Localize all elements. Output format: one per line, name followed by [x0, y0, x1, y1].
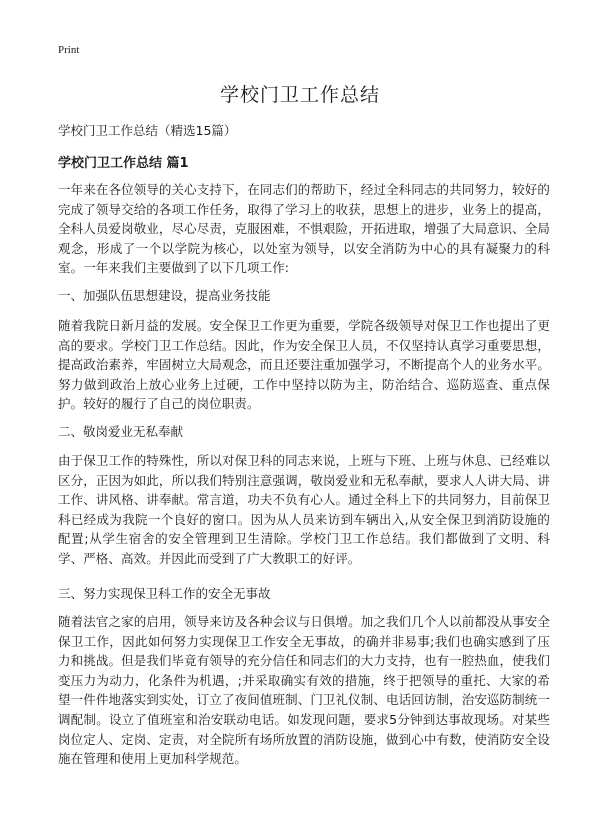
- print-link[interactable]: Print: [58, 44, 80, 56]
- section-1-paragraph: 随着我院日新月益的发展。安全保卫工作更为重要，学院各级领导对保卫工作也提出了更高的要求。学校门卫工作总结。因此，作为安全保卫人员，不仅坚持认真学习重要思想，提高政治素养，牢固树立大局观念，而且还要注重加强学习，不断提高个人的业务水平。努力做到政治上放心业务上过硬，工作中坚持以防为主，防治结合、巡防巡查、重点保护。较好的履行了自己的岗位职责。: [58, 318, 550, 412]
- section-3-paragraph: 随着法官之家的启用，领导来访及各种会议与日俱增。加之我们几个人以前都没从事安全保卫工作，因此如何努力实现保卫工作安全无事故，的确并非易事;我们也确实感到了压力和挑战。但是我们毕竟有领导的充分信任和同志们的大力支持，也有一腔热血，使我们变压力为动力，化条件为机遇，;并采取确实有效的措施，终于把领导的重托、大家的希望一件件地落实到实处，订立了夜间值班制、门卫礼仪制、电话回访制，治安巡防制统一调配制。设立了值班室和治安联动电话。如发现问题，要求5分钟到达事故现场。对某些岗位定人、定岗、定责，对全院所有场所放置的消防设施，做到心中有数，使消防安全设施在管理和使用上更加科学规范。: [58, 614, 550, 767]
- document-subtitle: 学校门卫工作总结（精选15篇）: [58, 123, 237, 138]
- section-heading-1: 一、加强队伍思想建设，提高业务技能: [58, 288, 271, 303]
- section-heading-2: 二、敬岗爱业无私奉献: [58, 424, 184, 439]
- article-heading: 学校门卫工作总结 篇1: [58, 156, 189, 171]
- document-title: 学校门卫工作总结: [219, 84, 380, 106]
- section-heading-3: 三、努力实现保卫科工作的安全无事故: [58, 586, 271, 601]
- intro-paragraph: 一年来在各位领导的关心支持下，在同志们的帮助下，经过全科同志的共同努力，较好的完成了领导交给的各项工作任务，取得了学习上的收获，思想上的进步，业务上的提高，全科人员爱岗敬业，尽心尽责，克服困难，不惧艰险，开拓进取，增强了大局意识、全局观念，形成了一个以学院为核心，以处室为领导，以安全消防为中心的具有凝聚力的科室。一年来我们主要做到了以下几项工作:: [58, 182, 550, 276]
- section-2-paragraph: 由于保卫工作的特殊性，所以对保卫科的同志来说，上班与下班、上班与休息、已经难以区分，正因为如此，所以我们特别注意强调，敬岗爱业和无私奉献，要求人人讲大局、讲工作、讲风格、讲奉献。常言道，功夫不负有心人。通过全科上下的共同努力，目前保卫科已经成为我院一个良好的窗口。因为从人员来访到车辆出入,从安全保卫到消防设施的配置;从学生宿舍的安全管理到卫生清除。学校门卫工作总结。我们都做到了文明、科学、严格、高效。并因此而受到了广大教职工的好评。: [58, 453, 550, 566]
